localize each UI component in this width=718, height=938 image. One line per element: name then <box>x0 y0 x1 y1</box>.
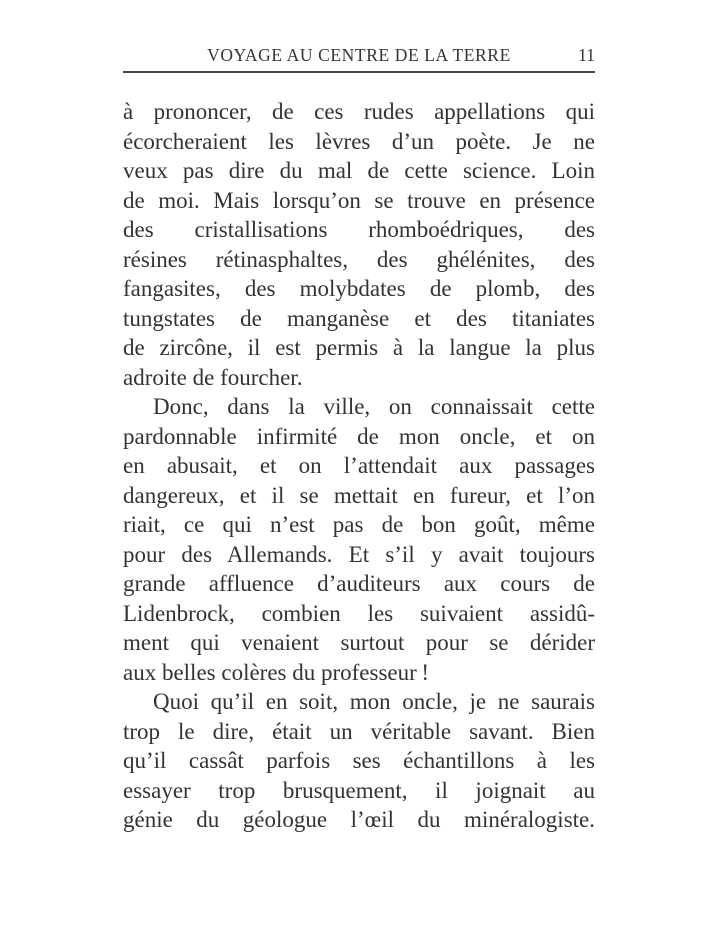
text-line: Lidenbrock, combien les suivaient assidû- <box>123 600 595 626</box>
text-line: trop le dire, était un véritable savant. Bien <box>123 718 595 744</box>
running-title: VOYAGE AU CENTRE DE LA TERRE <box>207 45 511 65</box>
text-line: Donc, dans la ville, on connaissait cette <box>153 394 595 419</box>
text-line: en abusait, et on l’attendait aux passages <box>123 453 595 478</box>
text-line: qu’il cassât parfois ses échantillons à les <box>123 748 595 773</box>
page-header <box>123 44 595 66</box>
text-line: essayer trop brusquement, il joignait au <box>123 777 595 803</box>
text-line: tungstates de manganèse et des titaniates <box>123 305 595 331</box>
text-line: Quoi qu’il en soit, mon oncle, je ne saurais <box>153 689 595 714</box>
text-line: pour des Allemands. Et s’il y avait toujours <box>123 541 595 567</box>
text-line: grande affluence d’auditeurs aux cours de <box>123 571 595 596</box>
text-line: de zircône, il est permis à la langue la plus <box>123 335 595 360</box>
text-line: à prononcer, de ces rudes appellations qui <box>123 99 595 124</box>
header-rule <box>123 71 595 73</box>
book-page <box>123 0 595 938</box>
text-line: génie du géologue l’œil du minéralogiste. <box>123 807 595 832</box>
text-line: aux belles colères du professeur ! <box>123 659 430 685</box>
text-line: adroite de fourcher. <box>123 364 303 390</box>
text-line: veux pas dire du mal de cette science. Loin <box>123 158 595 183</box>
page-number: 11 <box>578 45 595 65</box>
text-line: pardonnable infirmité de mon oncle, et on <box>123 423 595 449</box>
text-line: résines rétinasphaltes, des ghélénites, des <box>123 246 595 272</box>
page-body <box>123 97 595 835</box>
text-line: ment qui venaient surtout pour se dérider <box>123 630 595 655</box>
text-line: fangasites, des molybdates de plomb, des <box>123 276 595 301</box>
text-line: dangereux, et il se mettait en fureur, et l’on <box>123 482 595 508</box>
text-line: riait, ce qui n’est pas de bon goût, même <box>123 512 595 537</box>
text-line: des cristallisations rhomboédriques, des <box>123 217 595 242</box>
text-line: de moi. Mais lorsqu’on se trouve en présence <box>123 187 595 213</box>
text-line: écorcheraient les lèvres d’un poète. Je ne <box>123 128 595 154</box>
